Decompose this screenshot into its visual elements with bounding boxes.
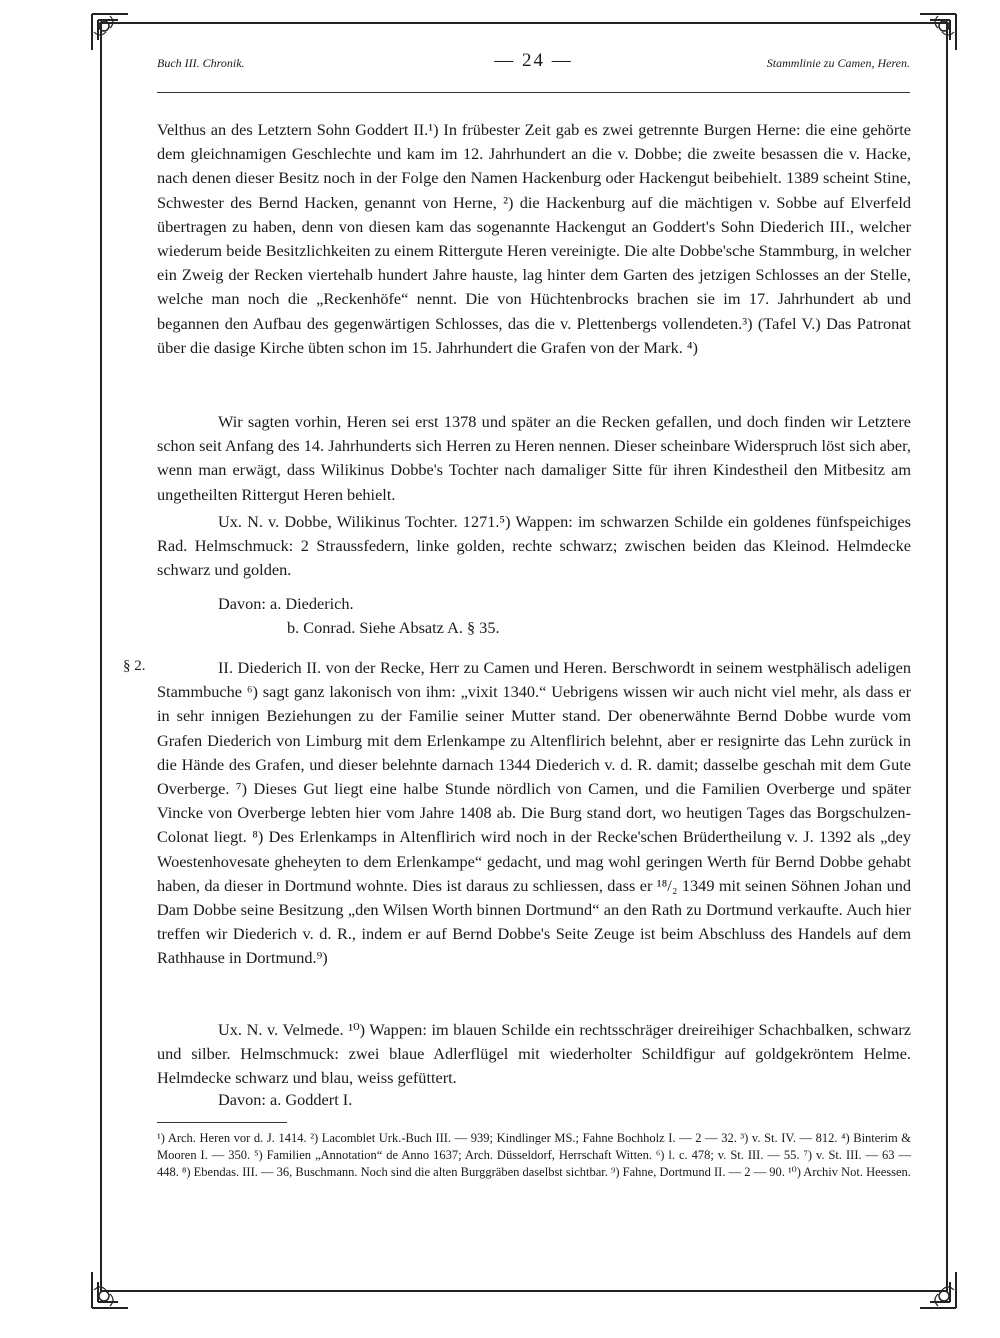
- ornament-top-right-icon: [916, 10, 960, 54]
- paragraph-3: Ux. N. v. Dobbe, Wilikinus Tochter. 1271.⁵) Wappen: im schwarzen Schilde ein goldenes fünfspeichiges Rad. Helmschmuck: 2 Straussfedern, linke golden, rechte schwarz; zwischen beiden das Kleinod. Helmdecke schwarz und golden.: [157, 512, 911, 580]
- frame-right: [946, 22, 948, 1292]
- ornament-bottom-left-icon: [88, 1268, 132, 1312]
- paragraph-4: II. Diederich II. von der Recke, Herr zu Camen und Heren. Berschwordt in seinem westphälisch adeligen Stammbuche ⁶) sagt ganz lakonisch von ihm: „vixit 1340.“ Uebrigens wissen wir auch nicht viel mehr, als dass er in sehr innigen Beziehungen zu der Familie seiner Mutter stand. Der obenerwähnte Bernd Dobbe wurde vom Grafen Diederich von Limburg mit dem Erlenkampe zu Altenflirich belehnt, aber er resignirte das Lehn zurück in die Hände des Grafen, und dieser belehnte darnach 1344 Diederich v. d. R. damit; dasselbe geschah mit dem Gute Overberge. ⁷) Dieses Gut liegt eine halbe Stunde nördlich von Camen, und die Familien Overberge und später Vincke von Overberge lebten hier vom Jahre 1408 ab. Die Burg stand dort, wo heutigen Tages das Borgschulzen-Colonat liegt. ⁸) Des Erlenkamps in Altenflirich wird noch in der Recke'schen Brüdertheilung v. J. 1392 als „dey Woestenhovesate gheheyten to dem Erlenkampe“ gedacht, und mag wohl geringen Werth für Bernd Dobbe gehabt haben, da dieser in Dortmund wohnte. Dies ist daraus zu schliessen, dass er ¹⁸/₂ 1349 mit seinen Söhnen Johan und Dam Dobbe seine Besitzung „den Wilsen Worth binnen Dortmund“ an den Rath zu Dortmund verkaufte. Auch hier treffen wir Diederich v. d. R., indem er auf Bernd Dobbe's Seite Zeuge ist beim Abschluss des Handels auf dem Rathhause in Dortmund.⁹): [157, 658, 911, 968]
- davon-list-1-a: Davon: a. Diederich.: [218, 594, 354, 613]
- frame-left: [100, 22, 102, 1292]
- header-book-title: Buch III. Chronik.: [157, 56, 245, 70]
- section-number: § 2.: [123, 658, 146, 674]
- davon-list-2: Davon: a. Goddert I.: [218, 1090, 353, 1109]
- footnotes: ¹) Arch. Heren vor d. J. 1414. ²) Lacomblet Urk.-Buch III. — 939; Kindlinger MS.; Fahne Bochholz I. — 2 — 32. ³) v. St. IV. — 812. ⁴) Binterim & Mooren I. — 350. ⁵) Familien „Annotation“ de Anno 1637; Arch. Düsseldorf, Herrschaft Witten. ⁶) l. c. 478; v. St. III. — 55. ⁷) v. St. III. — 63 — 448. ⁸) Ebendas. III. — 36, Buschmann. Noch sind die alten Burggräben daselbst sichtbar. ⁹) Fahne, Dortmund II. — 2 — 90. ¹⁰) Archiv Not. Heessen.: [157, 1131, 911, 1179]
- ornament-bottom-right-icon: [916, 1268, 960, 1312]
- header-rule: [157, 92, 910, 93]
- frame-top: [100, 22, 948, 24]
- footnote-rule: [157, 1122, 287, 1123]
- paragraph-5: Ux. N. v. Velmede. ¹⁰) Wappen: im blauen Schilde ein rechtsschräger dreireihiger Schachbalken, schwarz und silber. Helmschmuck: zwei blaue Adlerflügel mit wiederholter Schildfigur auf goldgekröntem Helme. Helmdecke schwarz und blau, weiss gefüttert.: [157, 1020, 911, 1088]
- ornament-top-left-icon: [88, 10, 132, 54]
- running-header: [157, 50, 910, 80]
- paragraph-2: Wir sagten vorhin, Heren sei erst 1378 und später an die Recken gefallen, und doch finden wir Letztere schon seit Anfang des 14. Jahrhunderts sich Herren zu Heren nennen. Dieser scheinbare Widerspruch löst sich aber, wenn man erwägt, dass Wilikinus Dobbe's Tochter nach damaliger Sitte für ihren Kindestheil den Mitbesitz am ungetheilten Rittergut Heren behielt.: [157, 412, 911, 504]
- page-number: — 24 —: [494, 50, 573, 71]
- paragraph-1: Velthus an des Letztern Sohn Goddert II.¹) In frübester Zeit gab es zwei getrennte Burgen Herne: die eine gehörte dem gleichnamigen Geschlechte und kam im 12. Jahrhundert an die v. Dobbe; die zweite besassen die v. Hacke, nach denen dieser Besitz noch in der Folge den Namen Hackenburg oder Hackengut beibehielt. 1389 scheint Stine, Schwester des Bernd Hacken, genannt von Herne, ²) die Hackenburg auf die mächtigen v. Sobbe auf Elverfeld übertragen zu haben, denn von diesen kam das sogenannte Hackengut an Goddert's Sohn Diederich III., welcher wiederum beide Besitzlichkeiten zu einem Rittergute Heren vereinigte. Die alte Dobbe'sche Stammburg, in welcher ein Zweig der Recken viertehalb hundert Jahre hauste, lag hinter dem Garten des jetzigen Schlosses an der Stelle, welche man noch die „Reckenhöfe“ nennt. Die von Hüchtenbrocks brachen sie im 17. Jahrhundert ab und begannen den Aufbau des gegenwärtigen Schlosses, das die v. Plettenbergs vollendeten.³) (Tafel V.) Das Patronat über die dasige Kirche übten schon im 15. Jahrhundert die Grafen von der Mark. ⁴): [157, 120, 911, 357]
- davon-list-1-b: b. Conrad. Siehe Absatz A. § 35.: [287, 618, 500, 637]
- header-section-title: Stammlinie zu Camen, Heren.: [766, 56, 910, 70]
- frame-bottom: [100, 1290, 948, 1292]
